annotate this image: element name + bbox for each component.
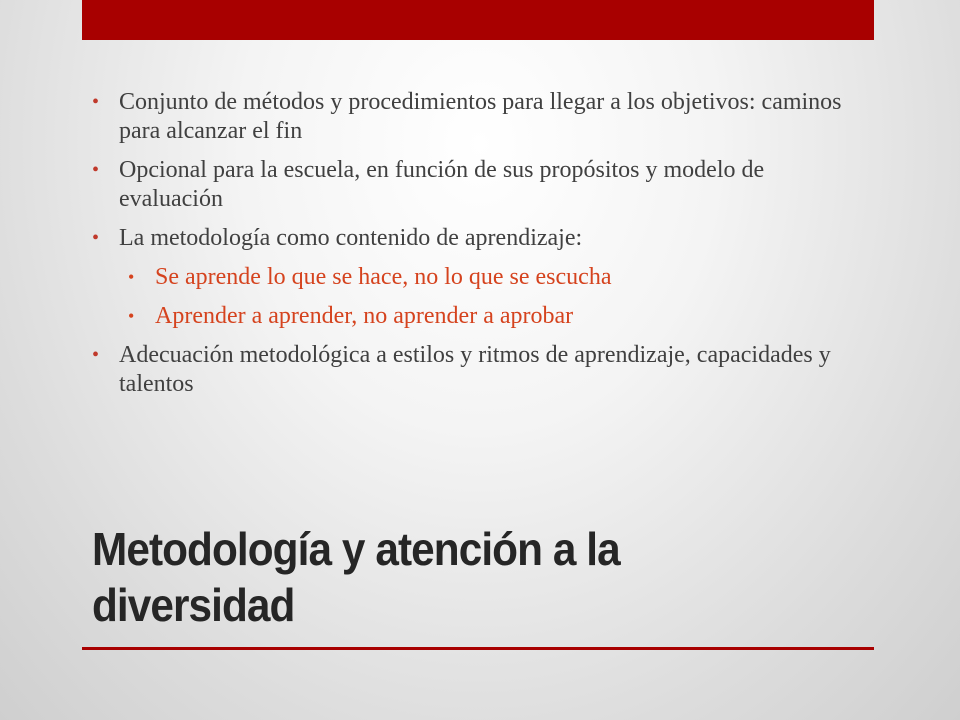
bullet-item xyxy=(92,156,872,214)
bullet-dot-icon: • xyxy=(92,227,100,249)
bullet-text: Opcional para la escuela, en función de sus propósitos y modelo de evaluación xyxy=(119,157,765,212)
sub-bullet-text: Aprender a aprender, no aprender a aprobar xyxy=(155,303,574,329)
bullet-list xyxy=(92,88,872,399)
sub-bullet-item xyxy=(128,302,872,331)
sub-bullet-item xyxy=(128,263,872,292)
bullet-item xyxy=(92,224,872,253)
sub-bullet-text: Se aprende lo que se hace, no lo que se escucha xyxy=(155,264,612,290)
bullet-dot-icon: • xyxy=(92,91,100,113)
slide-title: Metodología y atención a la diversidad xyxy=(92,523,620,631)
top-accent-bar xyxy=(82,0,874,40)
slide-content xyxy=(92,88,872,409)
bullet-text: Adecuación metodológica a estilos y ritmos de aprendizaje, capacidades y talentos xyxy=(119,342,831,397)
title-underline xyxy=(82,647,874,650)
bullet-item xyxy=(92,341,872,399)
bullet-dot-icon: • xyxy=(128,267,135,287)
bullet-text: Conjunto de métodos y procedimientos para llegar a los objetivos: caminos para alcanzar el fin xyxy=(119,89,842,144)
bullet-item xyxy=(92,88,872,146)
bullet-text: La metodología como contenido de aprendizaje: xyxy=(119,225,583,251)
bullet-dot-icon: • xyxy=(92,159,100,181)
bullet-dot-icon: • xyxy=(92,344,100,366)
bullet-dot-icon: • xyxy=(128,306,135,326)
